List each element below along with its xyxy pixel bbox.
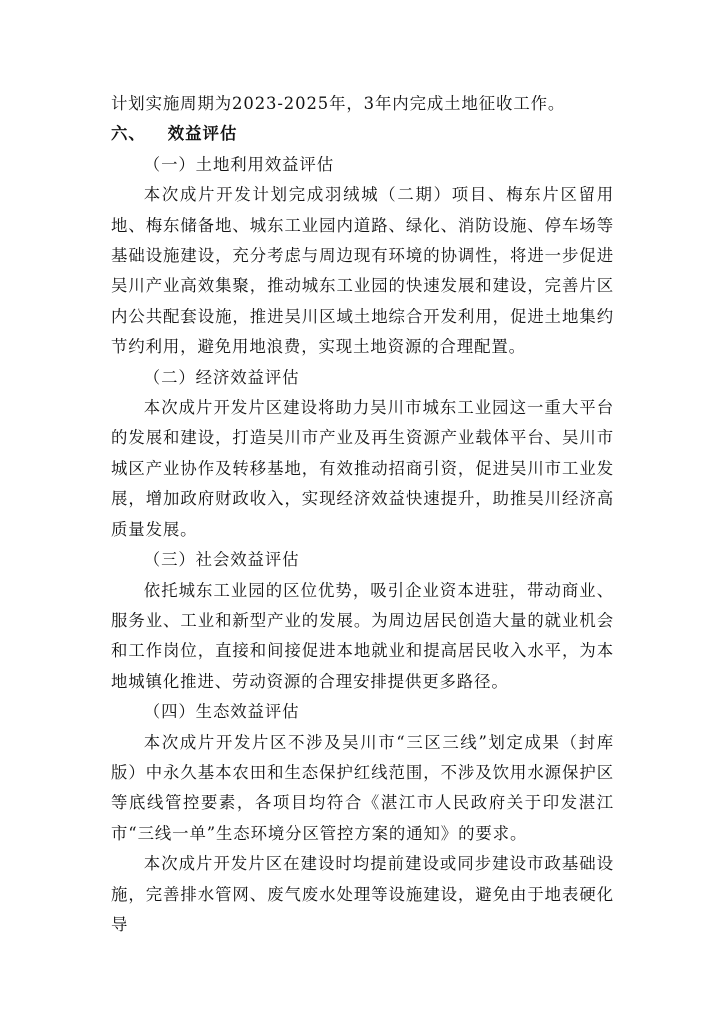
document-body: [111, 89, 614, 940]
paragraph-social: 依托城东工业园的区位优势，吸引企业资本进驻，带动商业、服务业、工业和新型产业的发展。为周边居民创造大量的就业机会和工作岗位，直接和间接促进本地就业和提高居民收入水平，为本地城镇化推进、劳动资源的合理安排提供更多路径。: [111, 580, 614, 691]
subheading-land-use: （一）土地利用效益评估: [143, 154, 334, 174]
subheading-social: （三）社会效益评估: [143, 550, 300, 570]
paragraph-continuation: 计划实施周期为2023-2025年，3年内完成土地征收工作。: [111, 94, 566, 113]
section-title: 效益评估: [167, 124, 238, 144]
section-heading: [111, 119, 614, 149]
subheading-economic: （二）经济效益评估: [143, 367, 300, 387]
paragraph-ecological-2: 本次成片开发片区在建设时均提前建设或同步建设市政基础设施，完善排水管网、废气废水处理等设施建设，避免由于地表硬化导: [111, 854, 614, 934]
section-number: 六、: [111, 124, 146, 144]
subheading-ecological: （四）生态效益评估: [143, 702, 300, 722]
paragraph-ecological-1: 本次成片开发片区不涉及吴川市“三区三线”划定成果（封库版）中永久基本农田和生态保护红线范围，不涉及饮用水源保护区等底线管控要素，各项目均符合《湛江市人民政府关于印发湛江市“三线一单”生态环境分区管控方案的通知》的要求。: [111, 732, 614, 843]
paragraph-economic: 本次成片开发片区建设将助力吴川市城东工业园这一重大平台的发展和建设，打造吴川市产业及再生资源产业载体平台、吴川市城区产业协作及转移基地，有效推动招商引资，促进吴川市工业发展，增加政府财政收入，实现经济效益快速提升，助推吴川经济高质量发展。: [111, 398, 614, 539]
paragraph-land-use: 本次成片开发计划完成羽绒城（二期）项目、梅东片区留用地、梅东储备地、城东工业园内道路、绿化、消防设施、停车场等基础设施建设，充分考虑与周边现有环境的协调性，将进一步促进吴川产业高效集聚，推动城东工业园的快速发展和建设，完善片区内公共配套设施，推进吴川区域土地综合开发利用，促进土地集约节约利用，避免用地浪费，实现土地资源的合理配置。: [111, 185, 614, 357]
